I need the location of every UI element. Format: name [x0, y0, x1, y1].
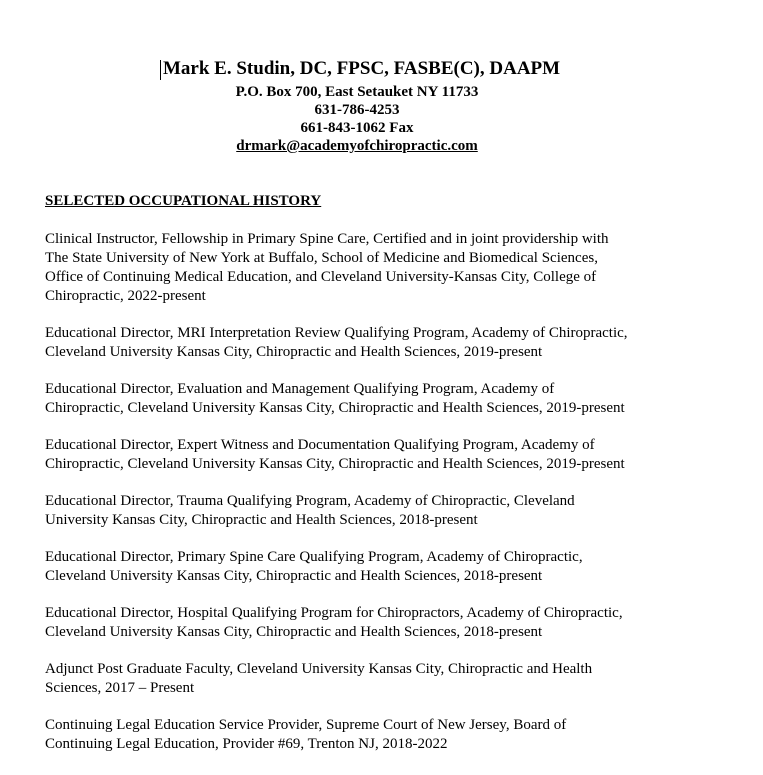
history-entry	[45, 660, 685, 698]
history-entry-line: Cleveland University Kansas City, Chiropractic and Health Sciences, 2018-present	[45, 568, 543, 584]
history-entry	[45, 604, 685, 642]
history-entry	[45, 492, 685, 530]
email-line-wrap	[0, 137, 714, 155]
history-entry-line: Educational Director, MRI Interpretation Review Qualifying Program, Academy of Chiropractic,	[45, 325, 628, 341]
history-entry-line: Sciences, 2017 – Present	[45, 680, 195, 696]
email-link[interactable]: drmark@academyofchiropractic.com	[236, 138, 478, 154]
author-name: Mark E. Studin, DC, FPSC, FASBE(C), DAAPM	[163, 58, 561, 79]
history-entry-line: The State University of New York at Buffalo, School of Medicine and Biomedical Sciences,	[45, 250, 598, 266]
history-entry-line: Clinical Instructor, Fellowship in Primary Spine Care, Certified and in joint providership with	[45, 231, 609, 247]
section-title: SELECTED OCCUPATIONAL HISTORY	[45, 193, 322, 209]
history-entry-line: Educational Director, Expert Witness and Documentation Qualifying Program, Academy of	[45, 437, 595, 453]
phone-line: 631-786-4253	[314, 102, 400, 118]
history-entry-line: Continuing Legal Education Service Provider, Supreme Court of New Jersey, Board of	[45, 717, 567, 733]
history-entry	[45, 230, 685, 306]
history-entry-line: Chiropractic, 2022-present	[45, 288, 206, 304]
fax-line: 661-843-1062 Fax	[300, 120, 414, 136]
history-entry	[45, 548, 685, 586]
text-cursor	[160, 60, 161, 80]
address-line: P.O. Box 700, East Setauket NY 11733	[235, 84, 479, 100]
history-entry-line: Chiropractic, Cleveland University Kansas City, Chiropractic and Health Sciences, 2019-present	[45, 456, 625, 472]
history-entry-line: Educational Director, Primary Spine Care Qualifying Program, Academy of Chiropractic,	[45, 549, 583, 565]
history-entry-line: University Kansas City, Chiropractic and Health Sciences, 2018-present	[45, 512, 478, 528]
occupational-history-list	[45, 230, 685, 772]
history-entry-line: Educational Director, Hospital Qualifying Program for Chiropractors, Academy of Chiropractic,	[45, 605, 623, 621]
history-entry	[45, 324, 685, 362]
history-entry	[45, 436, 685, 474]
history-entry-line: Chiropractic, Cleveland University Kansas City, Chiropractic and Health Sciences, 2019-present	[45, 400, 625, 416]
history-entry-line: Office of Continuing Medical Education, and Cleveland University-Kansas City, College of	[45, 269, 597, 285]
history-entry-line: Adjunct Post Graduate Faculty, Cleveland University Kansas City, Chiropractic and Health	[45, 661, 593, 677]
history-entry-line: Cleveland University Kansas City, Chiropractic and Health Sciences, 2019-present	[45, 344, 543, 360]
history-entry-line: Cleveland University Kansas City, Chiropractic and Health Sciences, 2018-present	[45, 624, 543, 640]
history-entry-line: Educational Director, Evaluation and Management Qualifying Program, Academy of	[45, 381, 555, 397]
history-entry	[45, 380, 685, 418]
history-entry	[45, 716, 685, 754]
history-entry-line: Continuing Legal Education, Provider #69, Trenton NJ, 2018-2022	[45, 736, 448, 752]
history-entry-line: Educational Director, Trauma Qualifying Program, Academy of Chiropractic, Cleveland	[45, 493, 575, 509]
